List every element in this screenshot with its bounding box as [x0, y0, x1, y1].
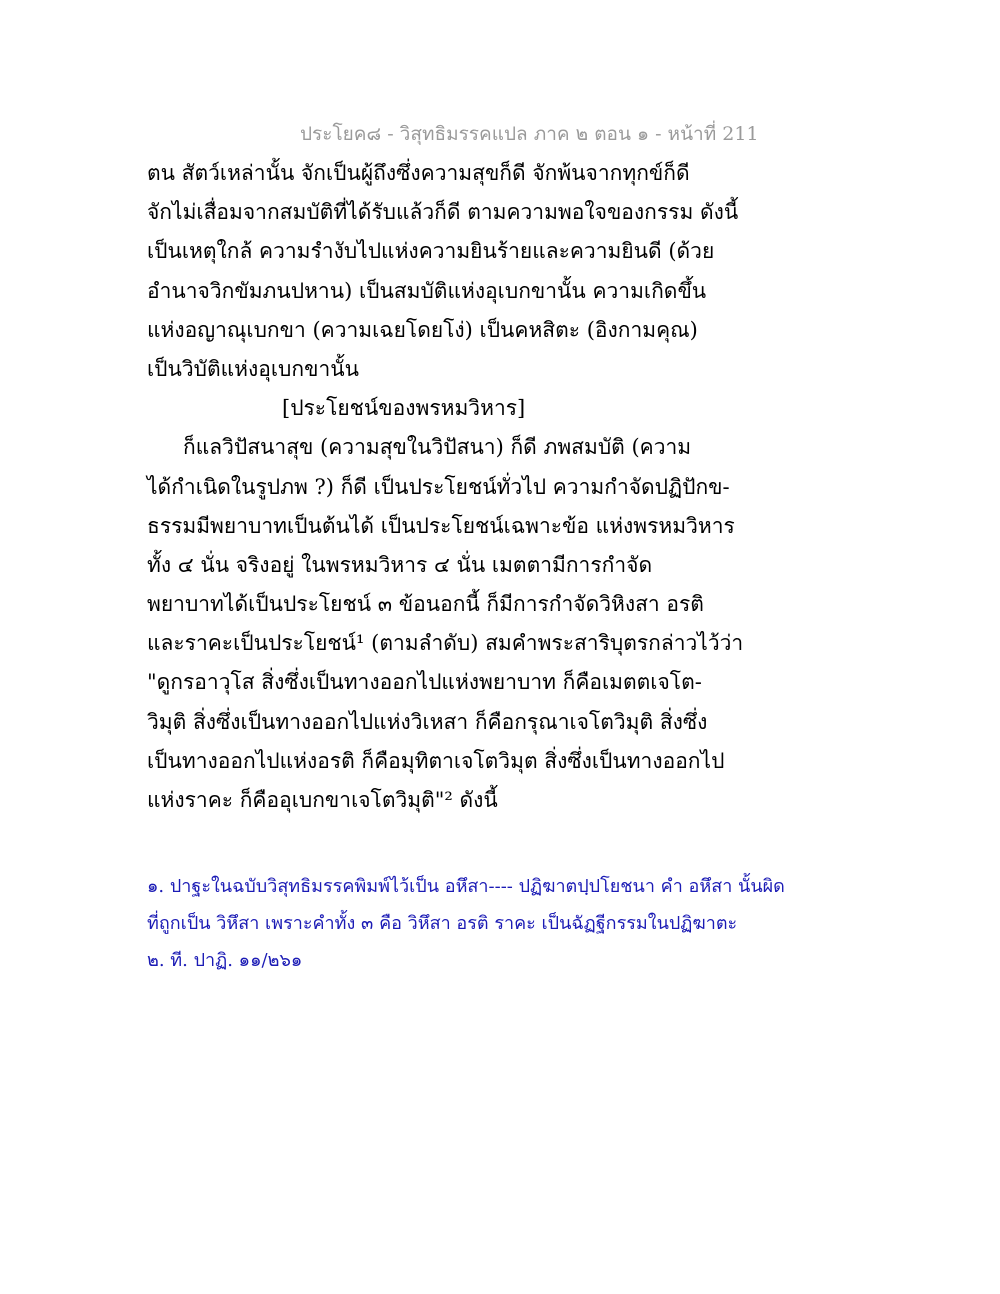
text-line: เป็นเหตุใกล้ ความรำงับไปแห่งความยินร้ายและความยินดี (ด้วย — [147, 239, 715, 264]
text-line: เป็นทางออกไปแห่งอรติ ก็คือมุทิตาเจโตวิมุต สิ่งซึ่งเป็นทางออกไป — [147, 748, 725, 773]
text-line: เป็นวิบัติแห่งอุเบกขานั้น — [147, 356, 359, 381]
text-line: พยาบาทได้เป็นประโยชน์ ๓ ข้อนอกนี้ ก็มีการกำจัดวิหิงสา อรติ — [147, 592, 704, 617]
main-text — [147, 156, 847, 822]
text-line: ทั้ง ๔ นั่น จริงอยู่ ในพรหมวิหาร ๔ นั่น เมตตามีการกำจัด — [147, 552, 653, 577]
paragraph-first-line: ก็แลวิปัสนาสุข (ความสุขในวิปัสนา) ก็ดี ภพสมบัติ (ความ — [183, 435, 692, 460]
text-line: ได้กำเนิดในรูปภพ ?) ก็ดี เป็นประโยชน์ทั่วไป ความกำจัดปฏิปักข- — [147, 474, 730, 499]
text-line: ตน สัตว์เหล่านั้น จักเป็นผู้ถึงซึ่งความสุขก็ดี จักพ้นจากทุกข์ก็ดี — [147, 161, 690, 185]
text-line: วิมุติ สิ่งซึ่งเป็นทางออกไปแห่งวิเหสา ก็คือกรุณาเจโตวิมุติ สิ่งซึ่ง — [147, 709, 708, 734]
footnote-line: ที่ถูกเป็น วิหึสา เพราะคำทั้ง ๓ คือ วิหึสา อรติ ราคะ เป็นฉัฏฐีกรรมในปฏิฆาตะ — [147, 913, 738, 934]
text-line: ธรรมมีพยาบาทเป็นต้นได้ เป็นประโยชน์เฉพาะข้อ แห่งพรหมวิหาร — [147, 513, 735, 538]
page-header: ประโยค๘ - วิสุทธิมรรคแปล ภาค ๒ ตอน ๑ - หน้าที่ 211 — [300, 123, 759, 145]
text-line: อำนาจวิกขัมภนปหาน) เป็นสมบัติแห่งอุเบกขานั้น ความเกิดขึ้น — [147, 278, 707, 303]
text-line: แห่งราคะ ก็คืออุเบกขาเจโตวิมุติ"² ดังนี้ — [147, 788, 498, 812]
text-line: และราคะเป็นประโยชน์¹ (ตามลำดับ) สมคำพระสาริบุตรกล่าวไว้ว่า — [147, 631, 744, 656]
footnote-line: ๑. ปาฐะในฉบับวิสุทธิมรรคพิมพ์ไว้เป็น อหึสา---- ปฏิฆาตปฺปโยชนา คำ อหึสา นั้นผิด — [147, 876, 785, 897]
text-line: "ดูกรอาวุโส สิ่งซึ่งเป็นทางออกไปแห่งพยาบาท ก็คือเมตตเจโต- — [147, 670, 702, 695]
footnote-line: ๒. ที. ปาฏิ. ๑๑/๒๖๑ — [147, 950, 303, 971]
text-line: แห่งอญาณุเบกขา (ความเฉยโดยโง่) เป็นคหสิตะ (อิงกามคุณ) — [147, 317, 698, 342]
footnotes — [147, 872, 867, 983]
text-line: จักไม่เสื่อมจากสมบัติที่ได้รับแล้วก็ดี ตามความพอใจของกรรม ดังนี้ — [147, 200, 739, 225]
section-heading: [ประโยชน์ของพรหมวิหาร] — [282, 396, 526, 421]
